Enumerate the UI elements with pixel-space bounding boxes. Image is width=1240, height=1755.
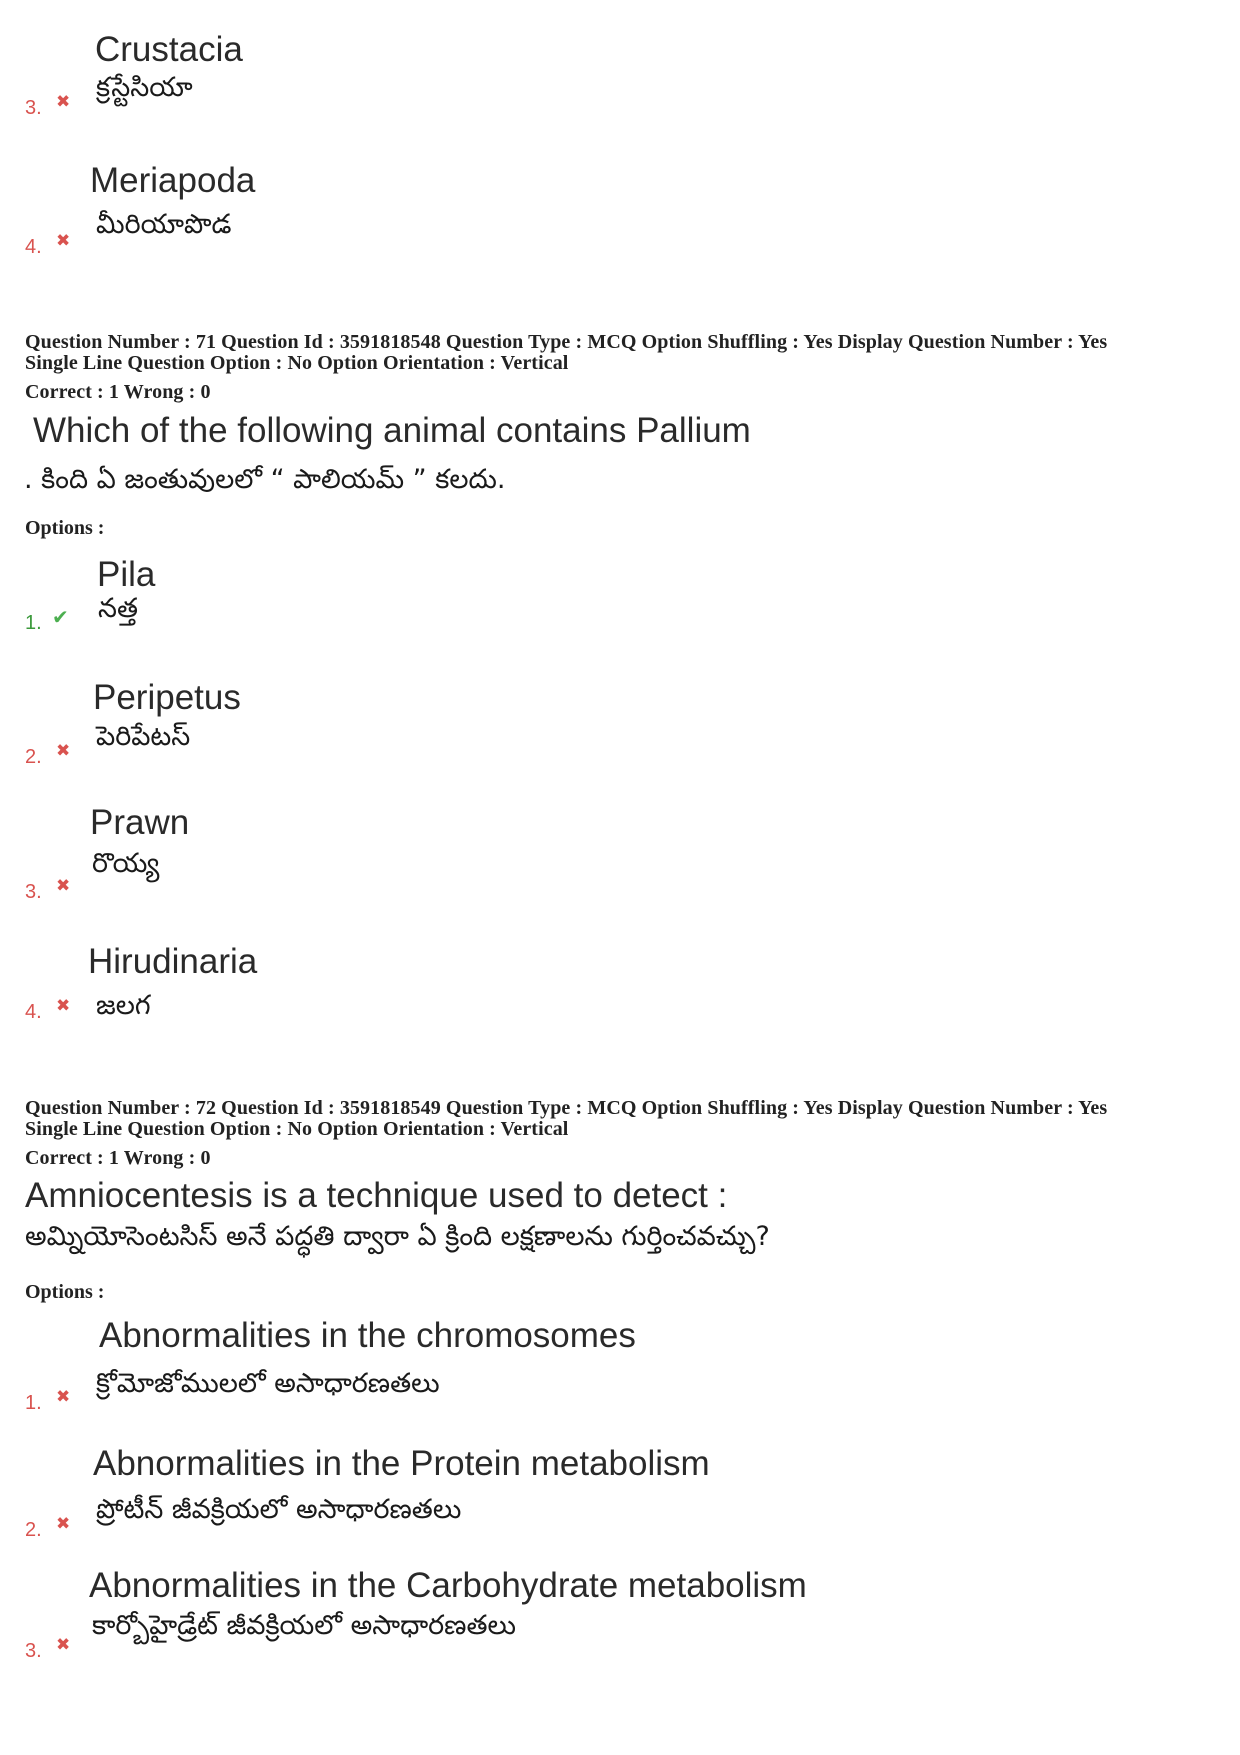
options-label: Options : bbox=[25, 1281, 105, 1303]
option-number: 2. bbox=[25, 746, 42, 768]
question-marks: Correct : 1 Wrong : 0 bbox=[25, 1147, 211, 1169]
option-telugu: నత్త bbox=[98, 593, 138, 624]
option-telugu: క్రస్టేసియా bbox=[96, 72, 193, 103]
wrong-icon: ✖ bbox=[56, 741, 71, 761]
option-english: Meriapoda bbox=[90, 161, 256, 200]
wrong-icon: ✖ bbox=[56, 876, 71, 896]
option-number: 3. bbox=[25, 1640, 42, 1662]
option-english: Abnormalities in the Carbohydrate metabolism bbox=[89, 1566, 807, 1605]
option-number: 1. bbox=[25, 612, 42, 634]
wrong-icon: ✖ bbox=[56, 92, 71, 112]
wrong-icon: ✖ bbox=[56, 231, 71, 251]
option-number: 2. bbox=[25, 1519, 42, 1541]
option-number: 4. bbox=[25, 236, 42, 258]
question-text-telugu: అమ్నియోసెంటసిస్ అనే పద్ధతి ద్వారా ఏ క్రింది లక్షణాలను గుర్తించవచ్చు? bbox=[25, 1221, 770, 1252]
check-icon: ✔ bbox=[52, 605, 69, 629]
option-telugu: మీరియాపొడ bbox=[96, 209, 232, 240]
option-english: Peripetus bbox=[93, 678, 241, 717]
question-text-english: Which of the following animal contains Pallium bbox=[33, 411, 751, 450]
wrong-icon: ✖ bbox=[56, 1514, 71, 1534]
wrong-icon: ✖ bbox=[56, 1635, 71, 1655]
option-telugu: రొయ్య bbox=[92, 848, 160, 879]
option-english: Crustacia bbox=[95, 30, 243, 69]
question-meta-line1: Question Number : 71 Question Id : 3591818548 Question Type : MCQ Option Shuffling : Yes Display Question Number : Yes bbox=[25, 331, 1108, 353]
option-english: Pila bbox=[97, 555, 156, 594]
options-label: Options : bbox=[25, 517, 105, 539]
option-number: 3. bbox=[25, 97, 42, 119]
option-telugu: జలగ bbox=[96, 990, 151, 1021]
question-text-telugu: . కింది ఏ జంతువులలో “ పాలియమ్ ” కలదు. bbox=[24, 464, 506, 495]
question-meta-line1: Question Number : 72 Question Id : 3591818549 Question Type : MCQ Option Shuffling : Yes Display Question Number : Yes bbox=[25, 1097, 1108, 1119]
option-number: 1. bbox=[25, 1392, 42, 1414]
option-english: Hirudinaria bbox=[88, 942, 258, 981]
question-text-english: Amniocentesis is a technique used to detect : bbox=[25, 1176, 728, 1215]
option-telugu: ప్రోటీన్ జీవక్రియలో అసాధారణతలు bbox=[96, 1494, 462, 1525]
option-telugu: క్రోమోజోములలో అసాధారణతలు bbox=[96, 1368, 440, 1399]
option-telugu: కార్బోహైడ్రేట్ జీవక్రియలో అసాధారణతలు bbox=[92, 1610, 516, 1641]
option-number: 4. bbox=[25, 1001, 42, 1023]
option-telugu: పెరిపేటస్ bbox=[96, 721, 191, 752]
option-english: Abnormalities in the Protein metabolism bbox=[93, 1444, 710, 1483]
wrong-icon: ✖ bbox=[56, 1387, 71, 1407]
question-marks: Correct : 1 Wrong : 0 bbox=[25, 381, 211, 403]
question-meta-line2: Single Line Question Option : No Option Orientation : Vertical bbox=[25, 1118, 569, 1140]
wrong-icon: ✖ bbox=[56, 996, 71, 1016]
option-english: Prawn bbox=[90, 803, 190, 842]
option-number: 3. bbox=[25, 881, 42, 903]
option-english: Abnormalities in the chromosomes bbox=[99, 1316, 636, 1355]
question-meta-line2: Single Line Question Option : No Option Orientation : Vertical bbox=[25, 352, 569, 374]
